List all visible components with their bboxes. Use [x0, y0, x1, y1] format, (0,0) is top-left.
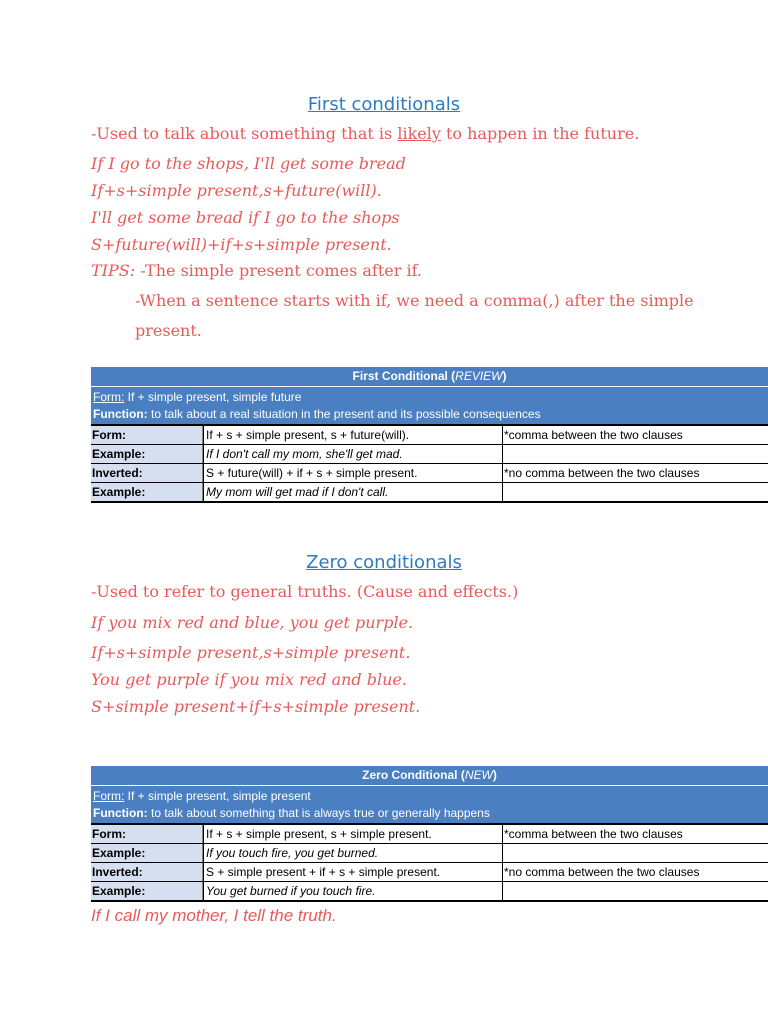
final-example-note: If I call my mother, I tell the truth.	[91, 906, 337, 925]
row-note	[503, 844, 768, 862]
row-note: *comma between the two clauses	[504, 428, 683, 442]
row-text: If + s + simple present, s + future(will).	[203, 426, 503, 444]
row-text: S + future(will) + if + s + simple present.	[203, 464, 503, 482]
row-label: Inverted:	[91, 863, 203, 881]
zero-conditionals-heading: Zero conditionals	[306, 552, 462, 573]
row-label: Example:	[91, 882, 203, 900]
zero-example-1: If you mix red and blue, you get purple.	[91, 613, 414, 632]
row-label: Example:	[91, 445, 203, 463]
row-note	[503, 882, 768, 900]
row-note: *comma between the two clauses	[504, 827, 683, 841]
usage-text-end: to happen in the future.	[440, 124, 640, 143]
zero-example-2: You get purple if you mix red and blue.	[91, 670, 407, 689]
row-label: Form:	[91, 426, 203, 444]
row-note: *no comma between the two clauses	[504, 466, 700, 480]
form-text: If + simple present, simple present	[124, 789, 311, 803]
row-text: If you touch fire, you get burned.	[203, 844, 503, 862]
table-title	[91, 367, 768, 386]
table-row	[91, 424, 768, 445]
first-example-2: I'll get some bread if I go to the shops	[91, 208, 400, 227]
row-label: Inverted:	[91, 464, 203, 482]
first-formula-1: If+s+simple present,s+future(will).	[91, 181, 382, 200]
zero-usage-note: -Used to refer to general truths. (Cause and effects.)	[91, 582, 519, 601]
first-example-1: If I go to the shops, I'll get some bread	[91, 154, 406, 173]
tips-line	[91, 261, 422, 280]
table-row	[91, 823, 768, 844]
form-label: Form:	[93, 390, 125, 404]
table-row	[91, 863, 768, 882]
row-label: Example:	[91, 483, 203, 501]
tips-label: TIPS:	[91, 261, 136, 280]
row-note: *no comma between the two clauses	[504, 865, 700, 879]
form-function-band	[91, 386, 768, 424]
form-line	[93, 389, 766, 406]
tip-1: -The simple present comes after if.	[135, 261, 423, 280]
function-line	[93, 805, 766, 822]
zero-conditional-table	[91, 766, 768, 902]
row-text: S + simple present + if + s + simple present.	[203, 863, 503, 881]
table-row	[91, 483, 768, 503]
title-end: )	[502, 369, 507, 383]
form-label: Form:	[93, 789, 125, 803]
title-end: )	[492, 768, 497, 782]
table-row	[91, 844, 768, 863]
title-text: Zero Conditional (	[362, 768, 465, 782]
title-em: REVIEW	[455, 369, 503, 383]
title-text: First Conditional (	[352, 369, 456, 383]
form-text: If + simple present, simple future	[124, 390, 302, 404]
table-row	[91, 445, 768, 464]
function-line	[93, 406, 766, 423]
first-conditionals-heading: First conditionals	[307, 94, 461, 115]
table-title	[91, 766, 768, 785]
row-note	[503, 483, 768, 501]
tip-2-line-2: present.	[135, 321, 202, 340]
zero-formula-2: S+simple present+if+s+simple present.	[91, 697, 421, 716]
first-conditional-table	[91, 367, 768, 503]
row-label: Example:	[91, 844, 203, 862]
form-function-band	[91, 785, 768, 823]
function-text: to talk about a real situation in the present and its possible consequences	[147, 407, 541, 421]
first-formula-2: S+future(will)+if+s+simple present.	[91, 235, 392, 254]
row-label: Form:	[91, 825, 203, 843]
tip-2-line-1: -When a sentence starts with if, we need a comma(,) after the simple	[135, 291, 694, 310]
function-text: to talk about something that is always true or generally happens	[147, 806, 490, 820]
title-em: NEW	[464, 768, 493, 782]
row-text: You get burned if you touch fire.	[203, 882, 503, 900]
usage-text: -Used to talk about something that is	[91, 124, 398, 143]
table-row	[91, 464, 768, 483]
first-usage-note	[91, 124, 639, 143]
function-label: Function:	[93, 407, 148, 421]
row-text: If I don't call my mom, she'll get mad.	[203, 445, 503, 463]
likely-word: likely	[397, 124, 441, 143]
row-text: My mom will get mad if I don't call.	[203, 483, 503, 501]
row-text: If + s + simple present, s + simple present.	[203, 825, 503, 843]
zero-formula-1: If+s+simple present,s+simple present.	[91, 643, 411, 662]
table-row	[91, 882, 768, 902]
row-note	[503, 445, 768, 463]
form-line	[93, 788, 766, 805]
function-label: Function:	[93, 806, 148, 820]
